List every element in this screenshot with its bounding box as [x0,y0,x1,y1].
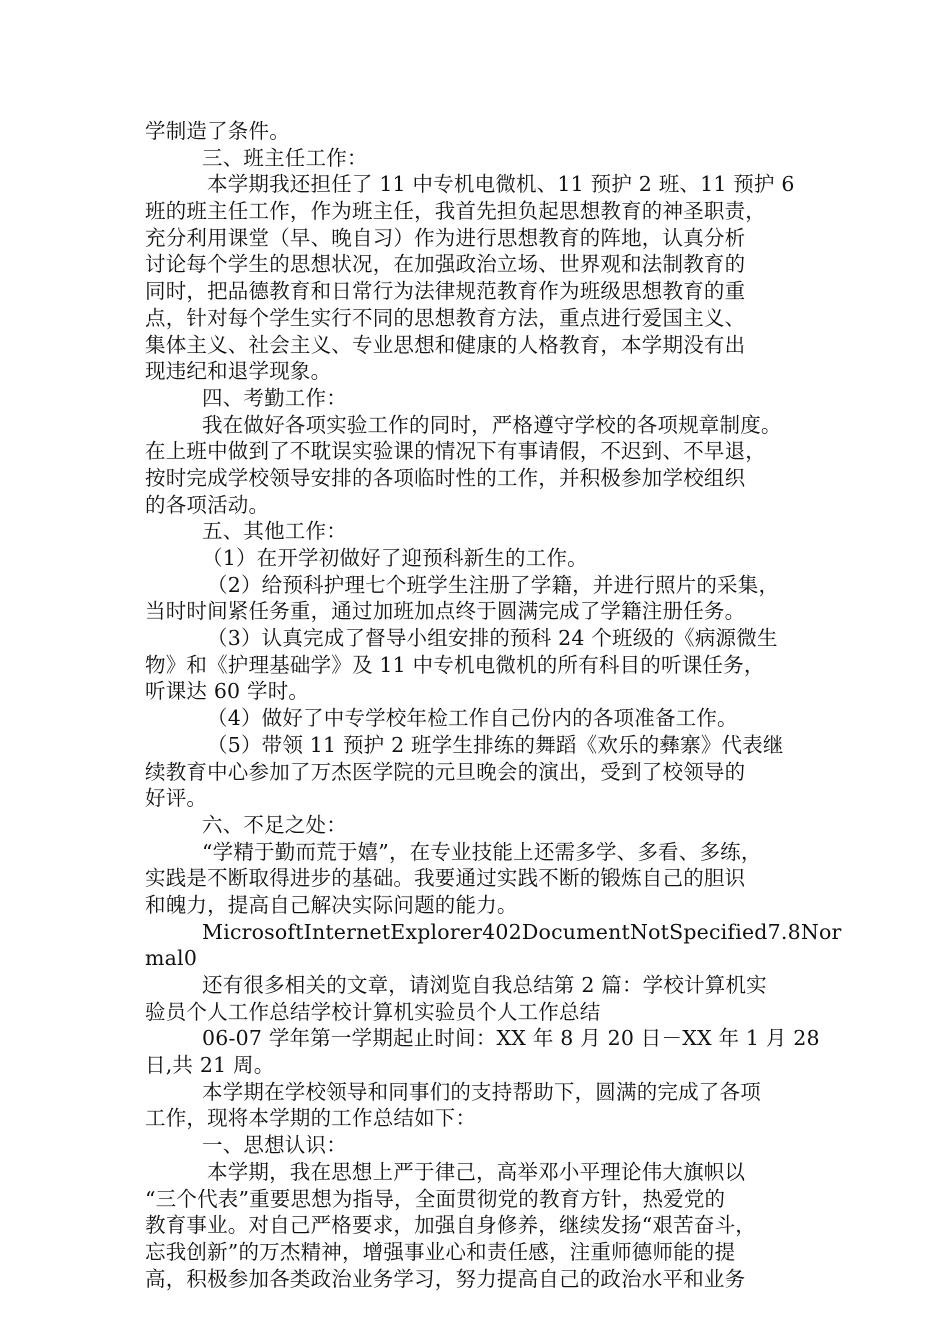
text-line: 06-07 学年第一学期起止时间：XX 年 8 月 20 日－XX 年 1 月 28 [202,1026,820,1051]
text-line: 续教育中心参加了万杰医学院的元旦晚会的演出，受到了校领导的 [145,759,746,784]
text-line: 当时时间紧任务重，通过加班加点终于圆满完成了学籍注册任务。 [145,599,746,624]
text-line: 高，积极参加各类政治业务学习，努力提高自己的政治水平和业务 [145,1266,746,1291]
text-line: 验员个人工作总结学校计算机实验员个人工作总结 [145,999,601,1024]
text-line: 物》和《护理基础学》及 11 中专机电微机的所有科目的听课任务， [145,652,765,677]
text-line: 日,共 21 周。 [145,1053,275,1078]
text-line: 五、其他工作： [202,519,347,544]
text-line: 一、思想认识： [202,1133,347,1158]
text-line: 听课达 60 学时。 [145,679,310,704]
text-line: 和魄力，提高自己解决实际问题的能力。 [145,892,518,917]
text-line: 充分利用课堂（早、晚自习）作为进行思想教育的阵地，认真分析 [145,225,746,250]
text-line: 按时完成学校领导安排的各项临时性的工作，并积极参加学校组织 [145,465,746,490]
text-line: 我在做好各项实验工作的同时，严格遵守学校的各项规章制度。 [202,412,782,437]
text-line: 实践是不断取得进步的基础。我要通过实践不断的锻炼自己的胆识 [145,866,746,891]
text-line: 还有很多相关的文章，请浏览自我总结第 2 篇：学校计算机实 [202,973,767,997]
text-line: 班的班主任工作，作为班主任，我首先担负起思想教育的神圣职责， [145,199,766,224]
text-line: mal0 [145,946,198,971]
text-line: （5）带领 11 预护 2 班学生排练的舞蹈《欢乐的彝寨》代表继 [207,732,784,757]
text-line: 忘我创新”的万杰精神，增强事业心和责任感，注重师德师能的提 [145,1239,736,1264]
text-line: 好评。 [145,786,208,811]
text-line: 三、班主任工作： [202,145,368,170]
text-line: 现违纪和退学现象。 [145,359,332,384]
text-line: 同时，把品德教育和日常行为法律规范教育作为班级思想教育的重 [145,279,746,304]
text-line: 本学期，我在思想上严于律己，高举邓小平理论伟大旗帜以 [207,1159,746,1184]
text-line: 本学期在学校领导和同事们的支持帮助下，圆满的完成了各项 [202,1079,761,1104]
text-line: “学精于勤而荒于嬉”，在专业技能上还需多学、多看、多练， [202,839,762,864]
text-line: 在上班中做到了不耽误实验课的情况下有事请假，不迟到、不早退， [145,439,766,464]
text-line: （1）在开学初做好了迎预科新生的工作。 [202,546,588,570]
text-line: 的各项活动。 [145,492,270,517]
text-line: 四、考勤工作： [202,385,347,410]
text-line: 点，针对每个学生实行不同的思想教育方法，重点进行爱国主义、 [145,305,746,330]
text-line: 学制造了条件。 [145,119,290,143]
text-line: 六、不足之处： [202,812,347,837]
text-line: 集体主义、社会主义、专业思想和健康的人格教育，本学期没有出 [145,332,746,357]
text-line: （3）认真完成了督导小组安排的预科 24 个班级的《病源微生 [207,626,778,651]
text-line: 工作，现将本学期的工作总结如下： [145,1106,477,1131]
body-text [145,118,842,1292]
text-line: 讨论每个学生的思想状况，在加强政治立场、世界观和法制教育的 [145,252,746,277]
text-line: 本学期我还担任了 11 中专机电微机、11 预护 2 班、11 预护 6 [207,172,795,197]
text-line: （2）给预科护理七个班学生注册了学籍，并进行照片的采集， [207,572,780,597]
text-line: 教育事业。对自己严格要求，加强自身修养，继续发扬“艰苦奋斗， [145,1213,756,1238]
text-line: （4）做好了中专学校年检工作自己份内的各项准备工作。 [207,706,738,731]
text-line: MicrosoftInternetExplorer402DocumentNotSpecified7.8Nor [202,919,842,944]
text-line: “三个代表”重要思想为指导，全面贯彻党的教育方针，热爱党的 [145,1186,726,1211]
